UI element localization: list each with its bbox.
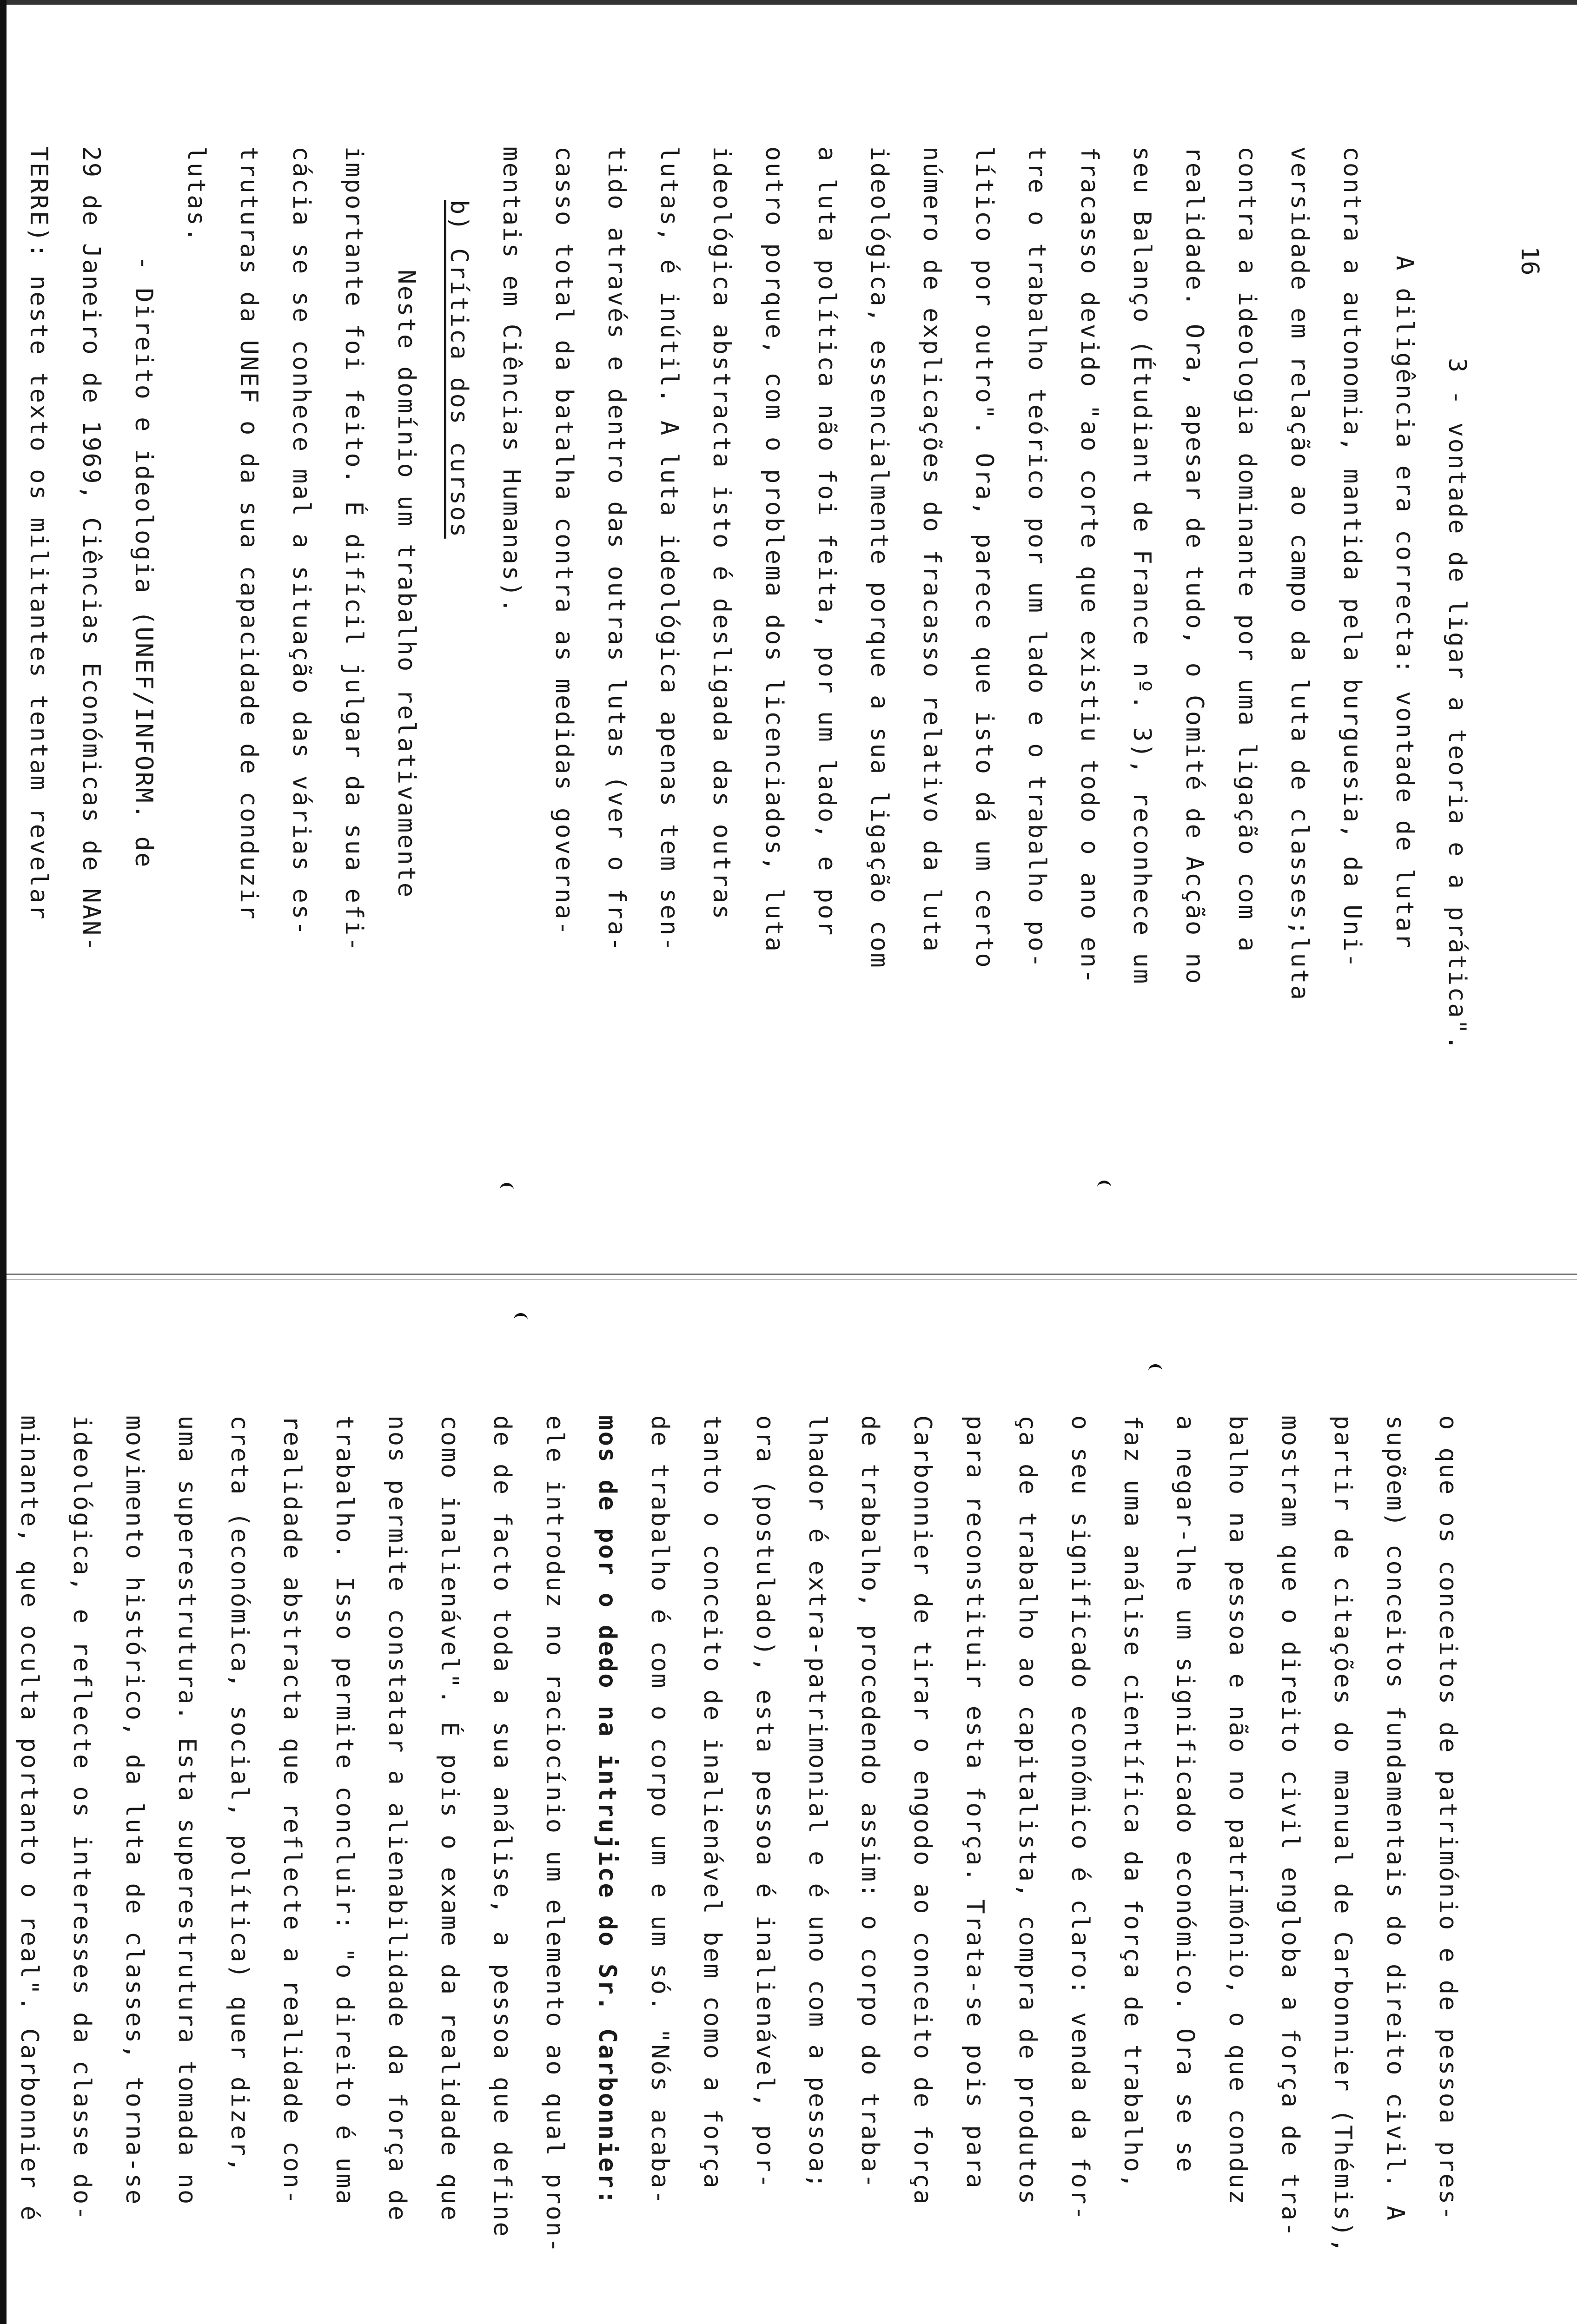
text-line: o seu significado económico é claro: venda da for- — [1066, 1415, 1094, 2222]
text-line: tido através e dentro das outras lutas (ver o fra- — [603, 146, 630, 953]
text-line: mentais em Ciências Humanas). — [497, 146, 525, 614]
text-line: número de explicações do fracasso relativo da luta — [918, 146, 946, 953]
text-line: fracasso devido "ao corte que existiu todo o ano en- — [1075, 146, 1103, 985]
text-line: ideológica abstracta isto é desligada das outras — [708, 146, 735, 921]
text-line: seu Balanço (Étudiant de France nº. 3), reconhece um — [1128, 146, 1156, 985]
text-line: tre o trabalho teórico por um lado e o trabalho po- — [1023, 146, 1051, 970]
text-line: 29 de Janeiro de 1969, Ciências Económicas de NAN- — [77, 146, 105, 953]
text-line: faz uma análise científica da força de trabalho, — [1119, 1415, 1146, 2190]
text-line: realidade abstracta que reflecte a realidade con- — [278, 1415, 306, 2206]
text-line: lítico por outro". Ora, parece que isto dá um certo — [970, 146, 998, 970]
text-line: importante foi feito. É difícil julgar da sua efi- — [340, 146, 368, 953]
text-line: A diligência era correcta: vontade de lutar — [1391, 256, 1418, 950]
text-line: a negar-lhe um significado económico. Ora se se — [1171, 1415, 1199, 2174]
text-line: mos de por o dedo na intrujice do Sr. Carbonnier: — [593, 1415, 621, 2206]
section-heading: b) Crítica dos cursos — [445, 200, 473, 539]
text-line: Carbonnier de tirar o engodo ao conceito de força — [908, 1415, 936, 2206]
text-line: uma superestrutura. Esta superestrutura tomada no — [173, 1415, 201, 2206]
text-line: creta (económica, social, política) quer dizer, — [225, 1415, 253, 2174]
text-line: TERRE): neste texto os militantes tentam revelar — [25, 146, 53, 921]
scan-mark — [1148, 1364, 1162, 1377]
text-line: outro porque, com o problema dos licenciados, luta — [760, 146, 788, 953]
text-line: cácia se se conhece mal a situação das várias es- — [287, 146, 315, 937]
text-line: lhador é extra-patrimonial e é uno com a pessoa; — [803, 1415, 831, 2190]
text-line: balho na pessoa e não no património, o que conduz — [1224, 1415, 1252, 2206]
text-line: o que os conceitos de património e de pessoa pres- — [1434, 1415, 1462, 2222]
text-line: de de facto toda a sua análise, a pessoa que define — [488, 1415, 516, 2238]
text-line: supõem) conceitos fundamentais do direito civil. A — [1381, 1415, 1409, 2222]
text-line: nos permite constatar a alienabilidade da força de — [383, 1415, 411, 2222]
text-line: versidade em relação ao campo da luta de classes;luta — [1285, 146, 1313, 1002]
text-line: ora (postulado), esta pessoa é inalienável, por- — [751, 1415, 779, 2190]
text-line: ele introduz no raciocínio um elemento ao qual pron- — [541, 1415, 569, 2254]
page-divider-shadow — [7, 1279, 1577, 1280]
text-line: ça de trabalho ao capitalista, compra de produtos — [1014, 1415, 1041, 2206]
text-line: casso total da batalha contra as medidas governa- — [550, 146, 578, 937]
text-line: realidade. Ora, apesar de tudo, o Comité de Acção no — [1180, 146, 1208, 985]
scan-mark — [514, 1313, 528, 1326]
text-line: como inalienável". É pois o exame da realidade que — [436, 1415, 464, 2222]
text-line: para reconstituir esta força. Trata-se pois para — [961, 1415, 989, 2190]
text-line: tanto o conceito de inalienável bem como a força — [698, 1415, 726, 2190]
text-line: contra a autonomia, mantida pela burguesia, da Uni- — [1338, 146, 1366, 970]
text-line: partir de citações do manual de Carbonnier (Thémis), — [1329, 1415, 1357, 2254]
text-line: minante, que oculta portanto o real". Carbonnier é — [15, 1415, 43, 2222]
text-line: lutas. — [182, 146, 210, 244]
page-left-text — [25, 146, 1483, 1262]
text-line: ideológica, e reflecte os interesses da classe do- — [68, 1415, 96, 2222]
text-line — [0, 1415, 3, 2324]
page-number-left: 16 — [1516, 246, 1544, 276]
text-line: a luta política não foi feita, por um lado, e por — [813, 146, 841, 937]
text-line: truturas da UNEF o da sua capacidade de conduzir — [235, 146, 263, 921]
page-divider — [7, 1274, 1577, 1275]
text-line: ideológica, essencialmente porque a sua ligação com — [865, 146, 893, 970]
text-line: Neste domínio um trabalho relativamente — [392, 270, 420, 899]
text-line: trabalho. Isso permite concluir: "o direito é uma — [331, 1415, 358, 2206]
text-line: contra a ideologia dominante por uma ligação com a — [1233, 146, 1261, 953]
text-line: movimento histórico, da luta de classes, torna-se — [120, 1415, 148, 2206]
text-line: mostram que o direito civil engloba a força de tra- — [1276, 1415, 1304, 2238]
page-right-text — [15, 1415, 1474, 2324]
text-line: de trabalho, procedendo assim: o corpo do traba- — [856, 1415, 884, 2190]
subsection-heading: - Direito e ideologia (UNEF/INFORM. de — [130, 256, 158, 869]
text-line: 3 - vontade de ligar a teoria e a prática". — [1443, 358, 1471, 1052]
scan-edge-top — [7, 0, 1577, 5]
text-line: de trabalho é com o corpo um e um só. "Nós acaba- — [646, 1415, 674, 2206]
text-line: lutas, é inútil. A luta ideológica apenas tem sen- — [655, 146, 683, 953]
